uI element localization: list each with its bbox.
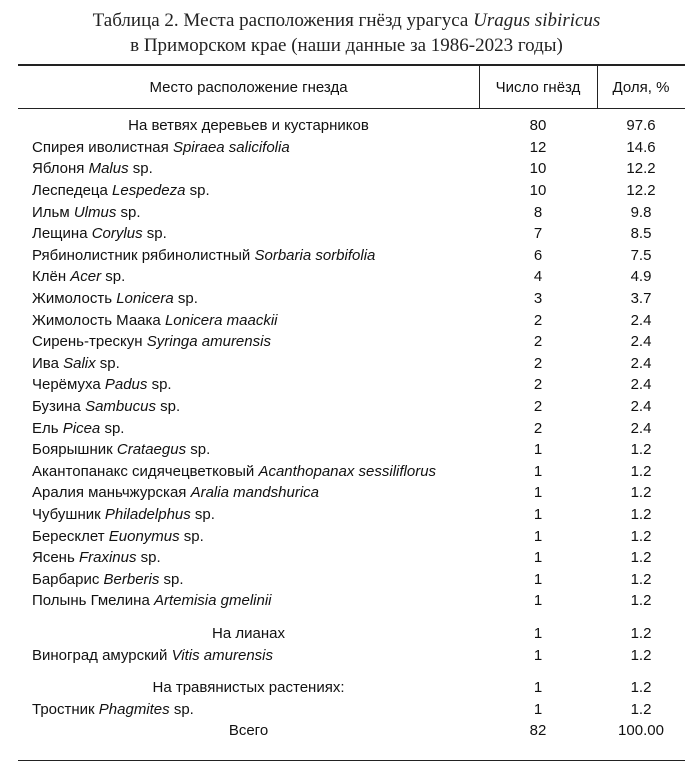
table-row — [18, 396, 685, 418]
header-location: Место расположение гнезда — [149, 78, 348, 96]
table-row — [18, 374, 685, 396]
plant-name — [18, 288, 479, 310]
plant-name-ru: Виноград амурский — [32, 646, 168, 664]
table-body — [18, 108, 685, 742]
plant-name-suffix: sp. — [142, 225, 167, 243]
plant-name-latin: Berberis — [103, 570, 160, 588]
nest-count: 3 — [533, 290, 543, 308]
share-percent: 1.2 — [630, 646, 652, 664]
plant-name-ru: Жимолость Маака — [32, 311, 161, 329]
plant-name-ru: Яблоня — [32, 160, 85, 178]
nest-count: 1 — [533, 549, 543, 567]
nest-count: 12 — [529, 138, 547, 156]
plant-name-latin: Padus — [104, 376, 148, 394]
caption-species-latin: Uragus sibiricus — [473, 10, 601, 31]
nest-count: 4 — [533, 268, 543, 286]
table-row — [18, 698, 685, 720]
total-share: 100.00 — [618, 722, 664, 740]
nest-count: 10 — [529, 160, 547, 178]
plant-name — [18, 461, 479, 483]
table-row — [18, 439, 685, 461]
share-percent: 7.5 — [630, 246, 652, 264]
nest-count: 1 — [533, 646, 543, 664]
plant-name-suffix: sp. — [190, 505, 215, 523]
share-percent: 1.2 — [630, 592, 652, 610]
nest-count: 2 — [533, 354, 543, 372]
plant-name-suffix: sp. — [179, 527, 204, 545]
total-count: 82 — [529, 722, 547, 740]
table-row — [18, 590, 685, 612]
nest-count: 1 — [533, 527, 543, 545]
plant-name-suffix: sp. — [159, 570, 184, 588]
plant-name-latin: Euonymus — [108, 527, 180, 545]
plant-name-ru: Боярышник — [32, 441, 113, 459]
table-row — [18, 266, 685, 288]
table-row — [18, 461, 685, 483]
plant-name-ru: Лещина — [32, 225, 88, 243]
table-row — [18, 245, 685, 267]
plant-name-ru: Тростник — [32, 700, 95, 718]
plant-name-suffix: sp. — [173, 290, 198, 308]
share-percent: 12.2 — [626, 160, 656, 178]
plant-name-latin: Ulmus — [73, 203, 117, 221]
plant-name — [18, 568, 479, 590]
plant-name-ru: Аралия маньчжурская — [32, 484, 187, 502]
table-row — [18, 137, 685, 159]
plant-name-latin: Malus — [88, 160, 129, 178]
plant-name-latin: Acanthopanax sessiliflorus — [258, 462, 437, 480]
share-percent: 1.2 — [630, 570, 652, 588]
group-count: 1 — [533, 679, 543, 697]
plant-name — [18, 396, 479, 418]
share-percent: 14.6 — [626, 138, 656, 156]
share-percent: 2.4 — [630, 311, 652, 329]
plant-name — [18, 158, 479, 180]
plant-name-ru: Полынь Гмелина — [32, 592, 150, 610]
caption-line-1-text: Таблица 2. Места расположения гнёзд урагуса — [92, 10, 474, 31]
plant-name-latin: Lonicera maackii — [164, 311, 278, 329]
caption-line-2: в Приморском крае (наши данные за 1986-2023 годы) — [130, 35, 563, 56]
nest-count: 10 — [529, 182, 547, 200]
nest-count: 2 — [533, 419, 543, 437]
total-label: Всего — [228, 722, 269, 740]
share-percent: 1.2 — [630, 484, 652, 502]
plant-name — [18, 137, 479, 159]
plant-name-ru: Сирень-трескун — [32, 333, 143, 351]
table-row — [18, 201, 685, 223]
table-row — [18, 158, 685, 180]
nest-count: 6 — [533, 246, 543, 264]
share-percent: 1.2 — [630, 505, 652, 523]
plant-name-latin: Syringa amurensis — [146, 333, 271, 351]
group-share: 1.2 — [630, 624, 652, 642]
table-row — [18, 417, 685, 439]
table-row — [18, 331, 685, 353]
nest-count: 7 — [533, 225, 543, 243]
share-percent: 1.2 — [630, 527, 652, 545]
plant-name — [18, 547, 479, 569]
plant-name-ru: Барбарис — [32, 570, 100, 588]
plant-name-suffix: sp. — [155, 398, 181, 416]
plant-name-latin: Philadelphus — [104, 505, 191, 523]
plant-name-latin: Fraxinus — [78, 549, 137, 567]
group-share: 97.6 — [626, 117, 656, 135]
plant-name-ru: Акантопанакс сидячецветковый — [32, 462, 255, 480]
plant-name — [18, 201, 479, 223]
plant-name-latin: Salix — [63, 354, 96, 372]
nest-count: 1 — [533, 505, 543, 523]
plant-name-latin: Spiraea salicifolia — [172, 138, 290, 156]
group-name: На ветвях деревьев и кустарников — [128, 117, 369, 135]
nest-count: 2 — [533, 311, 543, 329]
table-bottom-rule — [18, 760, 685, 761]
nest-count: 1 — [533, 462, 543, 480]
plant-name — [18, 331, 479, 353]
share-percent: 8.5 — [630, 225, 652, 243]
plant-name-latin: Sorbaria sorbifolia — [254, 246, 376, 264]
nest-location-table — [18, 66, 685, 742]
share-percent: 9.8 — [630, 203, 652, 221]
nest-count: 1 — [533, 441, 543, 459]
group-share: 1.2 — [630, 679, 652, 697]
nest-count: 1 — [533, 484, 543, 502]
plant-name-latin: Phagmites — [98, 700, 170, 718]
table-row — [18, 180, 685, 202]
table-row — [18, 568, 685, 590]
table-row — [18, 504, 685, 526]
spacer-row — [18, 666, 685, 677]
total-row — [18, 720, 685, 742]
share-percent: 1.2 — [630, 441, 652, 459]
table-caption — [0, 8, 693, 58]
plant-name-suffix: sp. — [116, 203, 141, 221]
share-percent: 12.2 — [626, 182, 656, 200]
plant-name — [18, 223, 479, 245]
nest-count: 1 — [533, 700, 543, 718]
table-row — [18, 482, 685, 504]
plant-name-ru: Черёмуха — [32, 376, 101, 394]
table-row — [18, 547, 685, 569]
share-percent: 1.2 — [630, 462, 652, 480]
plant-name-suffix: sp. — [185, 182, 210, 200]
group-name: На травянистых растениях: — [152, 679, 345, 697]
group-count: 1 — [533, 624, 543, 642]
share-percent: 2.4 — [630, 419, 652, 437]
plant-name — [18, 180, 479, 202]
plant-name-suffix: sp. — [186, 441, 211, 459]
plant-name-suffix: sp. — [100, 419, 125, 437]
plant-name-ru: Ива — [32, 354, 59, 372]
nest-count: 2 — [533, 333, 543, 351]
plant-name — [18, 644, 479, 666]
share-percent: 2.4 — [630, 376, 652, 394]
nest-count: 1 — [533, 592, 543, 610]
table-row — [18, 288, 685, 310]
table-row — [18, 353, 685, 375]
plant-name-ru: Бересклет — [32, 527, 105, 545]
plant-name — [18, 309, 479, 331]
group-row — [18, 623, 685, 645]
nest-count: 1 — [533, 570, 543, 588]
plant-name-latin: Artemisia gmelinii — [153, 592, 272, 610]
header-share: Доля, % — [612, 78, 670, 96]
share-percent: 3.7 — [630, 290, 652, 308]
plant-name-latin: Crataegus — [116, 441, 187, 459]
header-nest-count: Число гнёзд — [495, 78, 581, 96]
share-percent: 2.4 — [630, 354, 652, 372]
plant-name — [18, 245, 479, 267]
table-row — [18, 309, 685, 331]
plant-name-suffix: sp. — [169, 700, 194, 718]
plant-name-suffix: sp. — [136, 549, 161, 567]
plant-name-ru: Бузина — [32, 398, 81, 416]
plant-name-suffix: sp. — [147, 376, 172, 394]
plant-name-latin: Picea — [62, 419, 101, 437]
plant-name-ru: Рябинолистник рябинолистный — [32, 246, 251, 264]
caption-line-1 — [0, 8, 693, 33]
plant-name — [18, 439, 479, 461]
plant-name-latin: Vitis amurensis — [171, 646, 274, 664]
plant-name — [18, 482, 479, 504]
nest-count: 2 — [533, 376, 543, 394]
plant-name — [18, 353, 479, 375]
plant-name — [18, 417, 479, 439]
plant-name-latin: Lespedeza — [112, 182, 186, 200]
plant-name — [18, 266, 479, 288]
plant-name-ru: Чубушник — [32, 505, 101, 523]
plant-name-suffix: sp. — [101, 268, 126, 286]
group-count: 80 — [529, 117, 547, 135]
nest-count: 2 — [533, 398, 543, 416]
plant-name-latin: Lonicera — [116, 290, 174, 308]
plant-name — [18, 698, 479, 720]
plant-name-ru: Ель — [32, 419, 59, 437]
plant-name-latin: Aralia mandshurica — [190, 484, 319, 502]
share-percent: 2.4 — [630, 398, 652, 416]
plant-name-latin: Corylus — [91, 225, 143, 243]
plant-name-ru: Леспедеца — [32, 182, 108, 200]
share-percent: 1.2 — [630, 700, 652, 718]
table-header-row — [18, 66, 685, 108]
group-name: На лианах — [212, 624, 285, 642]
plant-name — [18, 504, 479, 526]
share-percent: 1.2 — [630, 549, 652, 567]
nest-count: 8 — [533, 203, 543, 221]
plant-name-suffix: sp. — [95, 354, 120, 372]
plant-name-ru: Жимолость — [32, 290, 113, 308]
table-row — [18, 223, 685, 245]
plant-name-latin: Sambucus — [85, 398, 156, 416]
share-percent: 4.9 — [630, 268, 652, 286]
plant-name-ru: Клён — [32, 268, 67, 286]
group-row — [18, 677, 685, 699]
plant-name — [18, 590, 479, 612]
plant-name-ru: Ясень — [32, 549, 75, 567]
plant-name-ru: Ильм — [32, 203, 70, 221]
group-row — [18, 115, 685, 137]
spacer-row — [18, 108, 685, 115]
table-row — [18, 525, 685, 547]
table-row — [18, 644, 685, 666]
spacer-row — [18, 612, 685, 623]
plant-name — [18, 374, 479, 396]
plant-name-suffix: sp. — [128, 160, 153, 178]
share-percent: 2.4 — [630, 333, 652, 351]
plant-name — [18, 525, 479, 547]
plant-name-latin: Acer — [70, 268, 102, 286]
plant-name-ru: Спирея иволистная — [32, 138, 169, 156]
